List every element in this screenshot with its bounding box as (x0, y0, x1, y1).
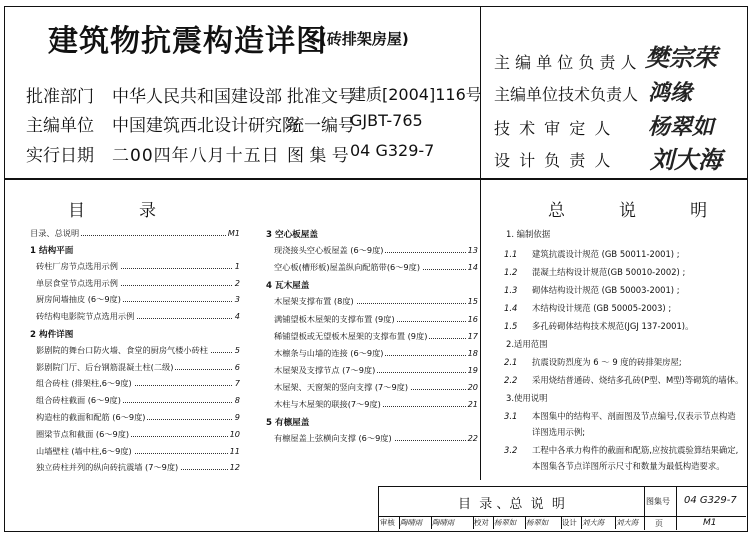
notes-item-text: 工程中各承力构件的截面和配筋,应按抗震验算结果确定, (532, 445, 739, 455)
toc-entry-label: 目录、总说明 (30, 228, 80, 238)
toc-entry-page: 15 (467, 296, 478, 307)
toc-entry-label: 厨房间墙抽皮 (6～9度) (36, 294, 121, 305)
toc-entry-page: 12 (229, 462, 240, 473)
toc-section-heading: 4 瓦木屋盖 (266, 281, 310, 292)
toc-entry[interactable] (274, 382, 478, 394)
toc-entry[interactable] (36, 429, 240, 441)
toc-entry[interactable] (274, 365, 478, 377)
toc-entry[interactable] (36, 311, 240, 323)
notes-item (504, 444, 738, 456)
toc-entry[interactable] (36, 362, 240, 374)
notes-item-text: 砌体结构设计规范 (GB 50003-2001) ; (532, 285, 680, 295)
signature-row (380, 517, 642, 529)
role-chief-editor: 主 编 单 位 负 责 人 (494, 53, 637, 72)
toc-entry-label: 影剧院门厅、后台钢筋混凝土柱(二级) (36, 361, 174, 372)
toc-entry-label: 组合砖柱截面 (6～9度) (36, 395, 121, 406)
notes-item-text: 多孔砖砌体结构技术规范(JGJ 137-2001)。 (532, 321, 694, 331)
notes-block (500, 228, 745, 478)
signature-tech-reviewer: 杨翠如 (648, 114, 715, 140)
signature-name: 刘大海 (616, 518, 639, 527)
toc-entry-label: 独立砖柱并列的纵向砖抗震墙 (7～9度) (36, 462, 179, 473)
toc-entry[interactable] (36, 345, 240, 357)
toc-entry-page: 19 (467, 364, 478, 375)
toc-entry-label: 现浇接头空心板屋盖 (6～9度) (274, 245, 384, 256)
document-subtitle: (砖排架房屋) (320, 30, 409, 48)
toc-entry[interactable] (30, 228, 240, 240)
toc-entry[interactable] (274, 314, 478, 326)
toc-entry-page: 17 (467, 330, 478, 341)
toc-entry-page: 11 (229, 445, 240, 456)
info-label-approver: 批准部门 (26, 87, 94, 107)
signature-chief-editor: 樊宗荣 (645, 43, 717, 72)
document-title: 建筑物抗震构造详图 (48, 24, 327, 59)
toc-entry-page: 16 (467, 313, 478, 324)
notes-item-number: 3.2 (504, 445, 518, 455)
toc-entry[interactable] (36, 378, 240, 390)
notes-item (504, 248, 680, 260)
toc-entry[interactable] (274, 331, 478, 343)
notes-section-heading: 1. 编制依据 (506, 229, 551, 239)
toc-entry-page: 9 (234, 412, 240, 422)
title-block (378, 486, 746, 530)
toc-entry[interactable] (274, 296, 478, 308)
notes-item-number: 1.2 (504, 267, 518, 277)
signature-name: 杨翠如 (494, 518, 517, 527)
title-block-name: 目 录 、总 说 明 (458, 497, 565, 512)
toc-entry-label: 山墙壁柱 (墙中柱,6～9度) (36, 445, 132, 456)
signature-name: 陶晴雨 (400, 518, 423, 527)
toc-section-heading: 5 有檩屋盖 (266, 418, 310, 429)
info-label-editor: 主编单位 (26, 116, 94, 136)
toc-entry-page: 6 (234, 361, 240, 372)
toc-entry-label: 有檩屋盖上弦横向支撑 (6～9度) (274, 433, 392, 444)
info-value-approver: 中华人民共和国建设部 (112, 87, 282, 107)
toc-entry-page: 13 (467, 245, 478, 256)
toc-entry[interactable] (36, 278, 240, 290)
notes-item-text: 详图选用示例; (532, 427, 586, 437)
notes-item-text: 木结构设计规范 (GB 50005-2003) ; (532, 303, 672, 313)
toc-entry[interactable] (274, 399, 478, 411)
toc-column-2 (266, 228, 478, 488)
toc-entry-label: 影剧院的舞台口防火墙、食堂的厨房气楼小砖柱 (36, 344, 208, 355)
toc-entry[interactable] (36, 395, 240, 407)
toc-entry-page: 7 (234, 378, 240, 389)
notes-item-text: 抗震设防烈度为 6 ～ 9 度的砖排架房屋; (532, 357, 682, 367)
atlas-no-label: 图集号 (646, 497, 670, 506)
notes-item (504, 284, 680, 296)
toc-entry[interactable] (36, 412, 240, 424)
signature-role: 设计 (562, 518, 577, 527)
info-value-editor: 中国建筑西北设计研究院 (112, 116, 299, 136)
toc-heading: 目 录 (68, 201, 157, 221)
notes-item (504, 410, 736, 422)
notes-item (504, 266, 685, 278)
toc-entry[interactable] (274, 245, 478, 257)
toc-entry[interactable] (36, 446, 240, 458)
toc-section-heading: 1 结构平面 (30, 246, 74, 256)
notes-item-text: 本图集中的结构平、剖面图及节点编号,仅表示节点构造 (532, 411, 736, 421)
signature-role: 审核 (380, 518, 395, 527)
toc-entry-label: 圈梁节点和截面 (6～9度) (36, 428, 130, 439)
toc-entry-page: 2 (234, 277, 240, 288)
toc-entry-label: 组合砖柱 (排架柱,6～9度) (36, 378, 132, 389)
notes-item-text: 本图集各节点详图所示尺寸和数量为最低构造要求。 (532, 461, 725, 471)
toc-entry[interactable] (36, 261, 240, 273)
toc-entry-page: 10 (229, 428, 240, 439)
toc-entry[interactable] (274, 262, 478, 274)
toc-entry-label: 空心板(槽形板)屋盖纵向配筋带(6～9度) (274, 262, 421, 273)
toc-entry-label: 满铺望板木屋架的支撑布置 (9度) (274, 313, 395, 324)
notes-section-heading: 3.使用说明 (506, 393, 548, 403)
toc-entry-page: 3 (234, 294, 240, 305)
signature-name: 刘大海 (582, 518, 605, 527)
signature-name: 陶晴雨 (432, 518, 455, 527)
toc-entry-label: 木屋架及支撑节点 (7～9度) (274, 364, 376, 375)
info-label-approval-no: 批准文号 (287, 87, 355, 107)
toc-entry-page: 8 (234, 395, 240, 406)
signature-name: 杨翠如 (526, 518, 549, 527)
info-value-effective-date: 二00四年八月十五日 (112, 146, 280, 166)
role-tech-reviewer: 技 术 审 定 人 (494, 119, 613, 138)
toc-entry-label: 木屋架支撑布置 (8度) (274, 296, 354, 307)
atlas-no-value: 04 G329-7 (684, 495, 737, 506)
toc-entry-page: 22 (467, 433, 478, 444)
signature-role: 校对 (474, 518, 489, 527)
notes-item-text: 采用烧结普通砖、烧结多孔砖(P型、M型)等砌筑的墙体。 (532, 375, 744, 385)
toc-entry-label: 稀铺望板或无望板木屋架的支撑布置 (9度) (274, 330, 428, 341)
notes-heading: 总 说 明 (548, 201, 708, 221)
notes-item (504, 460, 725, 472)
notes-item (504, 320, 693, 332)
toc-entry[interactable] (274, 433, 478, 445)
toc-section-heading: 2 构件详图 (30, 330, 74, 340)
notes-section-heading: 2.适用范围 (506, 339, 548, 349)
toc-entry-page: M1 (227, 228, 240, 238)
toc-entry-label: 木柱与木屋架的联接(7～9度) (274, 399, 381, 409)
notes-item-number: 1.5 (504, 321, 518, 331)
toc-entry-label: 构造柱的截面和配筋 (6～9度) (36, 412, 146, 422)
toc-entry-page: 1 (234, 260, 240, 271)
role-tech-lead: 主编单位技术负责人 (494, 85, 639, 104)
toc-entry-label: 砖柱厂房节点选用示例 (36, 260, 118, 271)
toc-column-1 (30, 228, 240, 488)
notes-item-number: 2.1 (504, 357, 518, 367)
info-value-approval-no: 建质[2004]116号 (350, 85, 482, 104)
toc-entry-page: 18 (467, 347, 478, 358)
toc-entry[interactable] (274, 348, 478, 360)
notes-item (504, 426, 585, 438)
info-label-effective-date: 实行日期 (26, 146, 94, 166)
toc-entry-page: 20 (467, 381, 478, 392)
notes-item (504, 374, 743, 386)
info-label-unified-no: 统一编号 (287, 116, 355, 136)
toc-section-heading: 3 空心板屋盖 (266, 230, 318, 240)
info-value-unified-no: GJBT-765 (350, 111, 423, 130)
toc-entry-page: 4 (234, 311, 240, 322)
notes-item (504, 302, 671, 314)
body-vertical-divider (480, 180, 481, 480)
header-divider (4, 178, 748, 180)
toc-entry-label: 木檩条与山墙的连接 (6～9度) (274, 347, 384, 358)
page-label: 页 (655, 519, 663, 528)
toc-entry-page: 21 (467, 399, 478, 409)
notes-item-number: 1.1 (504, 249, 518, 259)
toc-entry-label: 木屋架、天窗架的竖向支撑 (7～9度) (274, 381, 409, 392)
notes-item-number: 2.2 (504, 375, 518, 385)
toc-entry[interactable] (36, 462, 240, 474)
info-label-atlas-no: 图 集 号 (287, 146, 349, 166)
notes-item-number: 3.1 (504, 411, 518, 421)
signature-design-lead: 刘大海 (650, 145, 722, 174)
page-no-value: M1 (703, 518, 717, 528)
notes-item-number: 1.3 (504, 285, 518, 295)
notes-item-text: 混凝土结构设计规范(GB 50010-2002) ; (532, 267, 686, 277)
notes-item-number: 1.4 (504, 303, 518, 313)
notes-item-text: 建筑抗震设计规范 (GB 50011-2001) ; (532, 249, 680, 259)
info-value-atlas-no: 04 G329-7 (350, 141, 435, 160)
title-block-vline-2 (676, 486, 677, 530)
toc-entry-page: 5 (234, 344, 240, 355)
toc-entry[interactable] (36, 294, 240, 306)
toc-entry-label: 单层食堂节点选用示例 (36, 277, 118, 288)
toc-entry-label: 砖结构电影院节点选用示例 (36, 311, 135, 322)
notes-item (504, 356, 682, 368)
role-design-lead: 设 计 负 责 人 (494, 151, 613, 170)
toc-entry-page: 14 (467, 262, 478, 273)
signature-tech-lead: 鸿缘 (648, 80, 693, 106)
